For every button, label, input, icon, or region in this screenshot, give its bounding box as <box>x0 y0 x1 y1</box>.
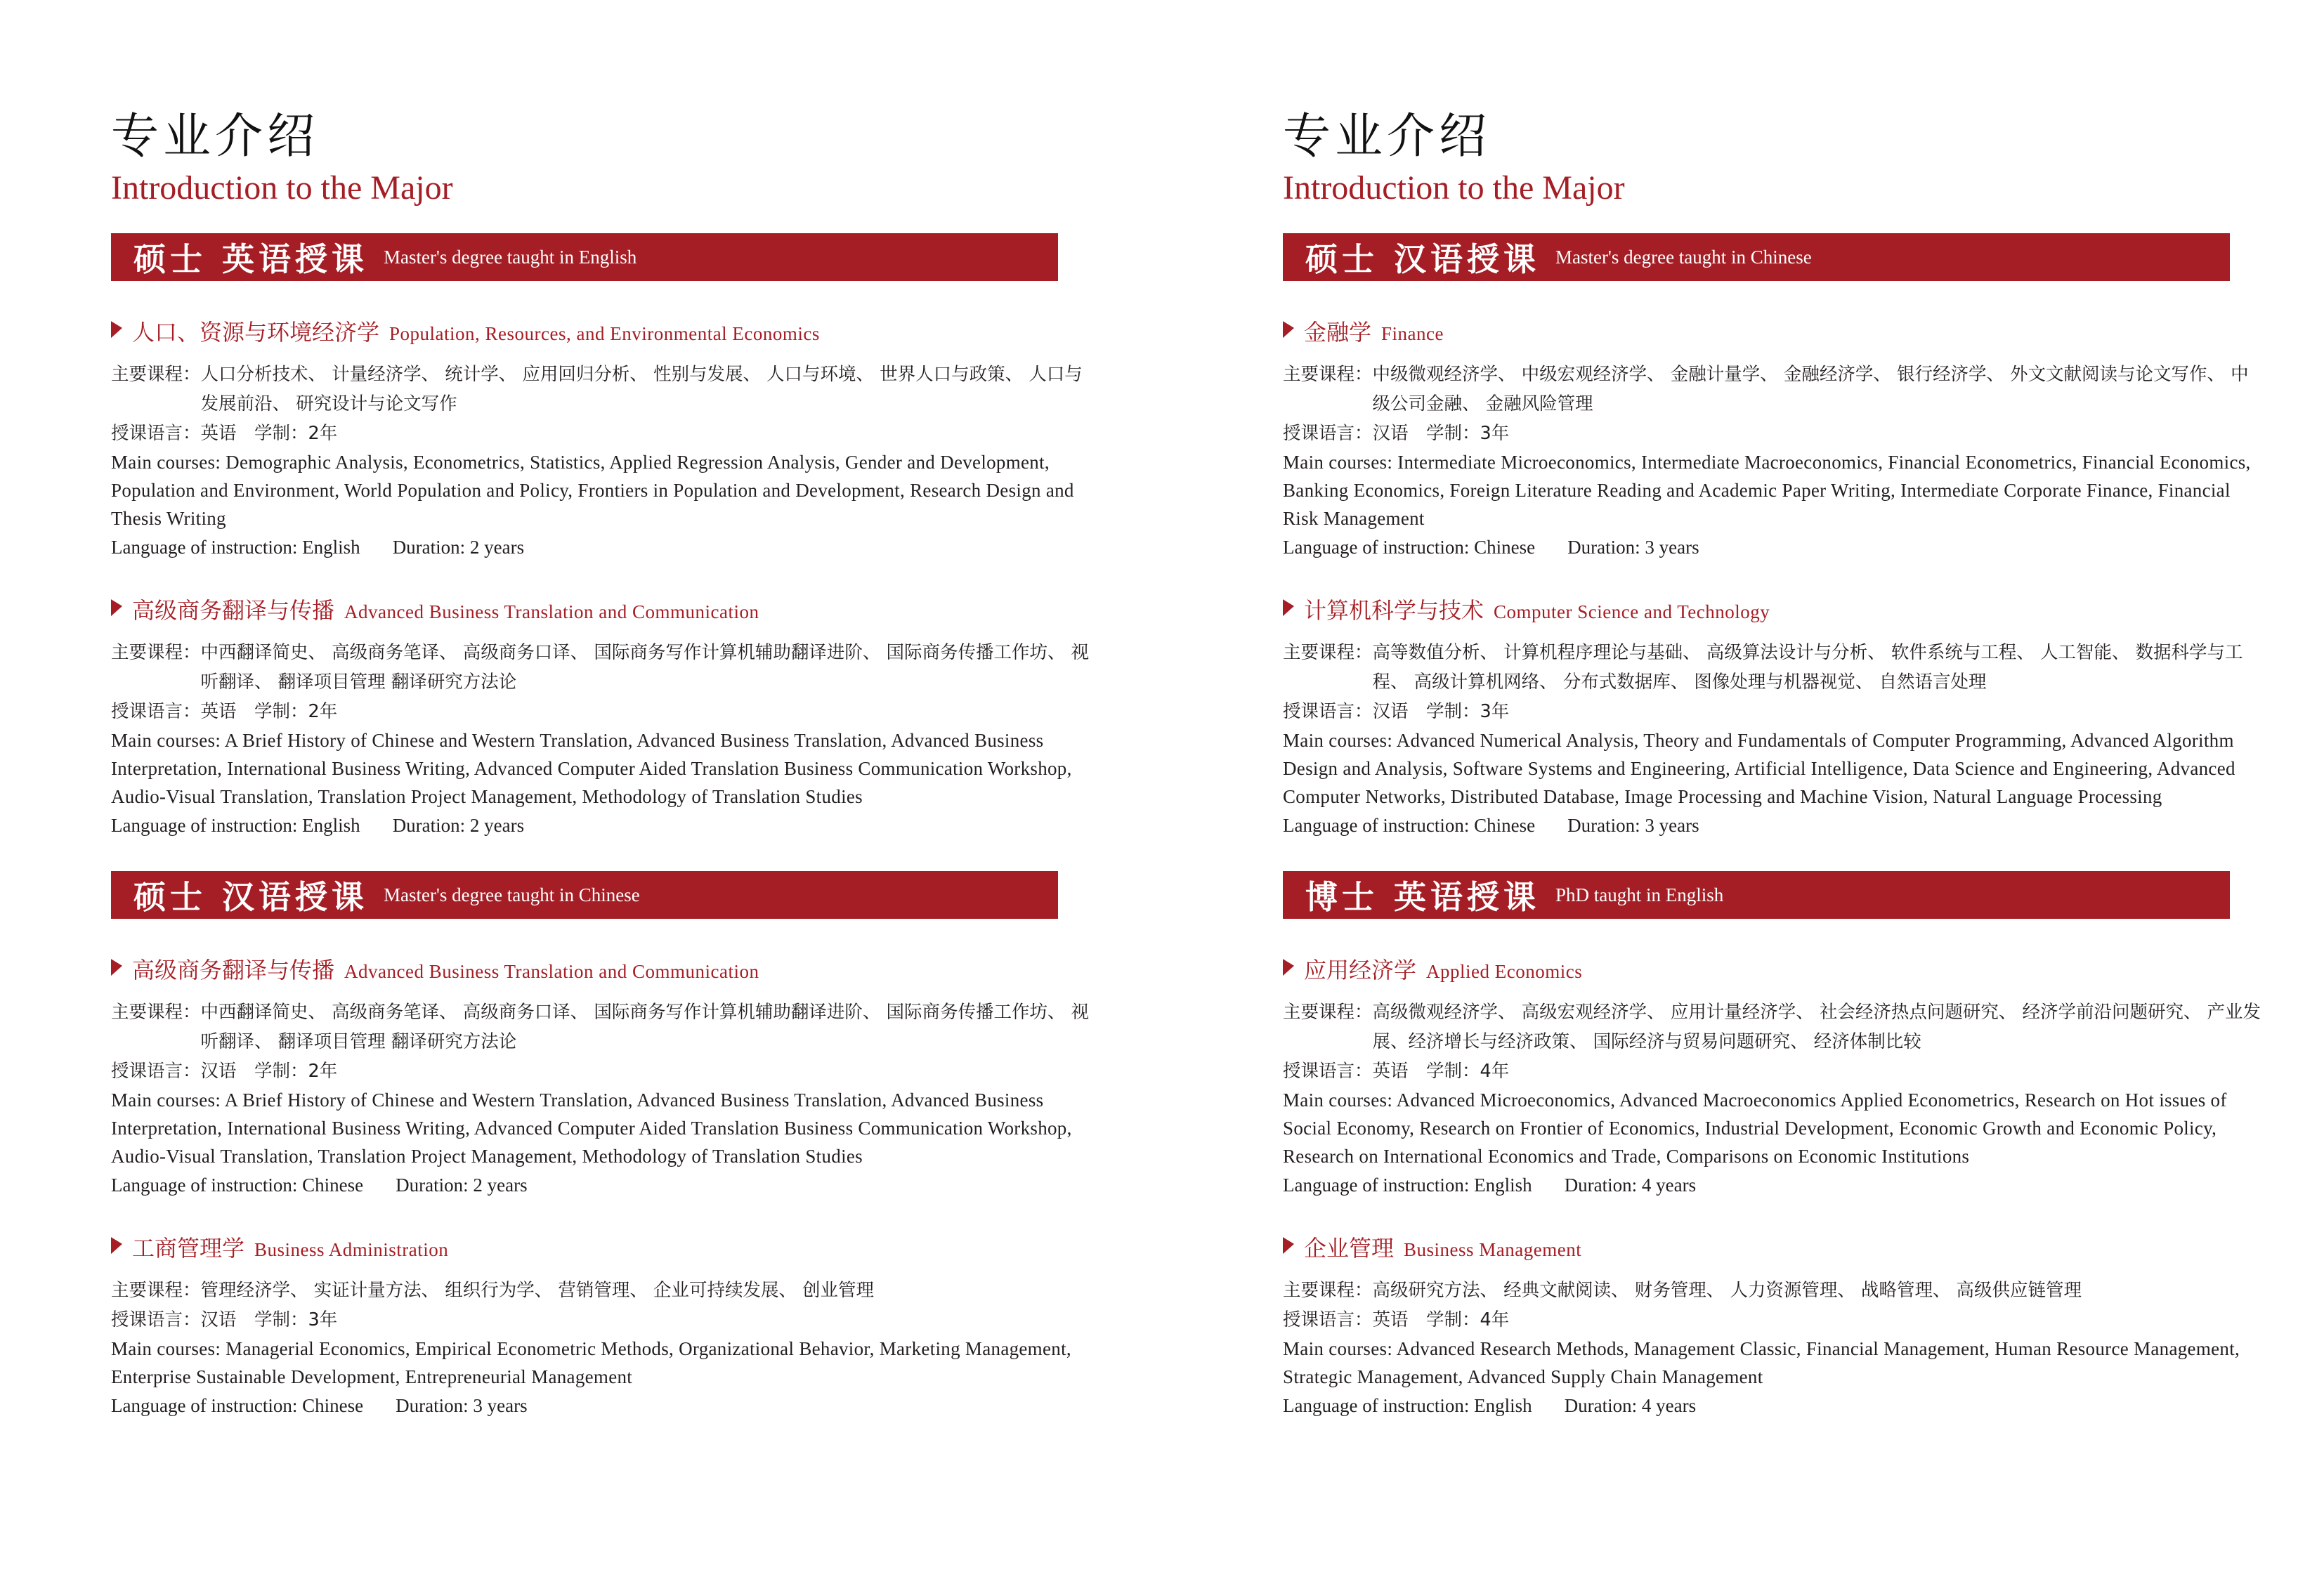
courses-cn-row <box>1283 1276 2266 1305</box>
program-block <box>111 593 1095 840</box>
courses-label: 主要课程： <box>1283 1002 1373 1023</box>
program-name-cn: 企业管理 <box>1304 1235 1395 1262</box>
program-block <box>111 315 1095 562</box>
main-courses-en: Main courses: Advanced Microeconomics, Advanced Macroeconomics Applied Econometrics, Research on Hot issues of Social Economy, Research on Frontier of Economics, Industrial Development, Economic Growth and Economic Policy, Research on International Economics and Trade, Comparisons on Economic Institutions <box>1283 1089 2227 1167</box>
main-courses-en: Main courses: Demographic Analysis, Econometrics, Statistics, Applied Regression Analysis, Gender and Development, Population and Environment, World Population and Policy, Frontiers in Population and Development, Research Design and Thesis Writing <box>111 452 1074 529</box>
program-name-en: Advanced Business Translation and Communication <box>344 601 759 622</box>
program-name-cn: 计算机科学与技术 <box>1304 597 1484 624</box>
program-block <box>111 1231 1095 1420</box>
courses-label: 主要课程： <box>1283 642 1373 663</box>
program-block <box>1283 953 2266 1200</box>
section-band-cn: 博士 英语授课 <box>1305 878 1541 916</box>
courses-cn: 高级微观经济学、 高级宏观经济学、 应用计量经济学、 社会经济热点问题研究、 经济学前沿问题研究、 产业发展、经济增长与经济政策、 国际经济与贸易问题研究、 经济体制比较 <box>1372 1002 2261 1052</box>
lang-duration-cn: 授课语言：汉语 学制：3年 <box>1283 423 1510 444</box>
courses-label: 主要课程： <box>1283 1280 1373 1301</box>
page-title-en: Introduction to the Major <box>111 169 453 207</box>
program-title <box>1283 953 2266 985</box>
courses-cn-row <box>111 360 1095 419</box>
lang-duration-cn: 授课语言：英语 学制：2年 <box>111 701 338 722</box>
lang-duration-cn: 授课语言：汉语 学制：2年 <box>111 1061 338 1082</box>
language-en: Language of instruction: English <box>111 537 360 558</box>
section-band <box>1283 233 2230 281</box>
program-title <box>111 1231 1095 1263</box>
page-title-en: Introduction to the Major <box>1283 169 1625 207</box>
courses-label: 主要课程： <box>1283 364 1373 385</box>
language-duration-en <box>1283 811 2266 840</box>
language-en: Language of instruction: English <box>1283 1395 1532 1416</box>
courses-cn: 中级微观经济学、 中级宏观经济学、 金融计量学、 金融经济学、 银行经济学、 外文文献阅读与论文写作、 中级公司金融、 金融风险管理 <box>1372 364 2249 414</box>
lang-duration-cn: 授课语言：汉语 学制：3年 <box>111 1309 338 1330</box>
program-name-cn: 人口、资源与环境经济学 <box>132 319 380 346</box>
language-en: Language of instruction: Chinese <box>1283 537 1536 558</box>
duration-en: Duration: 3 years <box>1567 815 1699 836</box>
program-list <box>111 953 1095 1420</box>
page-title-cn: 专业介绍 <box>1283 109 1491 164</box>
courses-cn: 高级研究方法、 经典文献阅读、 财务管理、 人力资源管理、 战略管理、 高级供应链管理 <box>1372 1280 2082 1301</box>
duration-en: Duration: 2 years <box>396 1174 528 1196</box>
courses-cn-row <box>111 997 1095 1056</box>
program-name-cn: 高级商务翻译与传播 <box>132 597 335 624</box>
courses-label: 主要课程： <box>111 364 201 385</box>
section-band <box>111 233 1058 281</box>
program-name-en: Advanced Business Translation and Communication <box>344 961 759 982</box>
program-name-en: Applied Economics <box>1426 961 1583 982</box>
main-courses-en: Main courses: Managerial Economics, Empirical Econometric Methods, Organizational Behavior, Marketing Management, Enterprise Sustainable Development, Entrepreneurial Management <box>111 1338 1071 1387</box>
courses-label: 主要课程： <box>111 1002 201 1023</box>
lang-duration-cn: 授课语言：汉语 学制：3年 <box>1283 701 1510 722</box>
language-en: Language of instruction: English <box>1283 1174 1532 1196</box>
duration-en: Duration: 3 years <box>396 1395 528 1416</box>
section-band-en: Master's degree taught in English <box>384 246 637 268</box>
program-title <box>1283 1231 2266 1263</box>
program-title <box>111 315 1095 347</box>
language-en: Language of instruction: English <box>111 815 360 836</box>
program-name-cn: 工商管理学 <box>132 1235 245 1262</box>
right-column <box>1283 105 2266 1451</box>
duration-en: Duration: 2 years <box>392 815 525 836</box>
main-courses-en: Main courses: Advanced Numerical Analysis, Theory and Fundamentals of Computer Programming, Advanced Algorithm Design and Analysis, Software Systems and Engineering, Artificial Intelligence, Data Science and Engineering, Advanced Computer Networks, Distributed Database, Image Processing and Machine Vision, Natural Language Processing <box>1283 730 2235 807</box>
program-title <box>111 593 1095 625</box>
courses-cn-row <box>111 1276 1095 1305</box>
program-name-cn: 应用经济学 <box>1304 957 1417 983</box>
language-duration-en <box>111 1391 1095 1420</box>
left-column <box>111 105 1095 1451</box>
lang-duration-cn: 授课语言：英语 学制：2年 <box>111 423 338 444</box>
lang-duration-cn: 授课语言：英语 学制：4年 <box>1283 1061 1510 1082</box>
courses-cn: 管理经济学、 实证计量方法、 组织行为学、 营销管理、 企业可持续发展、 创业管理 <box>200 1280 875 1301</box>
section-band-en: Master's degree taught in Chinese <box>384 884 640 905</box>
program-list <box>1283 315 2266 840</box>
courses-cn-row <box>1283 997 2266 1056</box>
program-list <box>1283 953 2266 1420</box>
courses-cn: 高等数值分析、 计算机程序理论与基础、 高级算法设计与分析、 软件系统与工程、 人工智能、 数据科学与工程、 高级计算机网络、 分布式数据库、 图像处理与机器视觉、 自然语言处理 <box>1372 642 2243 693</box>
chevron-right-icon <box>111 957 122 976</box>
courses-cn-row <box>1283 360 2266 419</box>
language-en: Language of instruction: Chinese <box>1283 815 1536 836</box>
main-courses-en: Main courses: A Brief History of Chinese and Western Translation, Advanced Business Translation, Advanced Business Interpretation, International Business Writing, Advanced Computer Aided Translation Business Communication Workshop, Audio-Visual Translation, Translation Project Management, Methodology of Translation Studies <box>111 1089 1072 1167</box>
program-title <box>111 953 1095 985</box>
chevron-right-icon <box>111 1236 122 1254</box>
language-duration-en <box>111 532 1095 562</box>
program-name-en: Business Administration <box>254 1239 449 1260</box>
language-duration-en <box>1283 1170 2266 1200</box>
duration-en: Duration: 3 years <box>1567 537 1699 558</box>
section-band <box>1283 871 2230 919</box>
program-name-cn: 金融学 <box>1304 319 1372 346</box>
program-block <box>1283 315 2266 562</box>
program-list <box>111 315 1095 840</box>
courses-label: 主要课程： <box>111 642 201 663</box>
language-en: Language of instruction: Chinese <box>111 1395 364 1416</box>
chevron-right-icon <box>111 598 122 616</box>
section-band-en: Master's degree taught in Chinese <box>1555 246 1812 268</box>
program-block <box>111 953 1095 1200</box>
program-name-cn: 高级商务翻译与传播 <box>132 957 335 983</box>
main-courses-en: Main courses: A Brief History of Chinese and Western Translation, Advanced Business Translation, Advanced Business Interpretation, International Business Writing, Advanced Computer Aided Translation Business Communication Workshop, Audio-Visual Translation, Translation Project Management, Methodology of Translation Studies <box>111 730 1072 807</box>
courses-cn-row <box>1283 638 2266 697</box>
lang-duration-cn: 授课语言：英语 学制：4年 <box>1283 1309 1510 1330</box>
chevron-right-icon <box>111 320 122 338</box>
section-band <box>111 871 1058 919</box>
courses-cn: 中西翻译简史、 高级商务笔译、 高级商务口译、 国际商务写作计算机辅助翻译进阶、 国际商务传播工作坊、 视听翻译、 翻译项目管理 翻译研究方法论 <box>200 642 1090 693</box>
courses-cn-row <box>111 638 1095 697</box>
section-band-cn: 硕士 汉语授课 <box>1305 240 1541 278</box>
language-duration-en <box>1283 532 2266 562</box>
language-duration-en <box>1283 1391 2266 1420</box>
duration-en: Duration: 2 years <box>392 537 525 558</box>
duration-en: Duration: 4 years <box>1564 1174 1697 1196</box>
duration-en: Duration: 4 years <box>1564 1395 1697 1416</box>
page-title-cn: 专业介绍 <box>111 109 320 164</box>
chevron-right-icon <box>1283 320 1294 338</box>
main-courses-en: Main courses: Intermediate Microeconomics, Intermediate Macroeconomics, Financial Econometrics, Financial Economics, Banking Economics, Foreign Literature Reading and Academic Paper Writing, Intermediate Corporate Finance, Financial Risk Management <box>1283 452 2251 529</box>
language-en: Language of instruction: Chinese <box>111 1174 364 1196</box>
program-block <box>1283 593 2266 840</box>
main-courses-en: Main courses: Advanced Research Methods, Management Classic, Financial Management, Human Resource Management, Strategic Management, Advanced Supply Chain Management <box>1283 1338 2240 1387</box>
section-band-en: PhD taught in English <box>1555 884 1724 905</box>
courses-cn: 中西翻译简史、 高级商务笔译、 高级商务口译、 国际商务写作计算机辅助翻译进阶、 国际商务传播工作坊、 视听翻译、 翻译项目管理 翻译研究方法论 <box>200 1002 1090 1052</box>
program-block <box>1283 1231 2266 1420</box>
courses-label: 主要课程： <box>111 1280 201 1301</box>
program-title <box>1283 593 2266 625</box>
courses-cn: 人口分析技术、 计量经济学、 统计学、 应用回归分析、 性别与发展、 人口与环境、 世界人口与政策、 人口与发展前沿、 研究设计与论文写作 <box>200 364 1083 414</box>
chevron-right-icon <box>1283 1236 1294 1254</box>
language-duration-en <box>111 1170 1095 1200</box>
section-band-cn: 硕士 汉语授课 <box>133 878 369 916</box>
chevron-right-icon <box>1283 598 1294 616</box>
program-name-en: Business Management <box>1404 1239 1582 1260</box>
program-name-en: Finance <box>1381 323 1444 344</box>
language-duration-en <box>111 811 1095 840</box>
program-name-en: Computer Science and Technology <box>1494 601 1770 622</box>
section-band-cn: 硕士 英语授课 <box>133 240 369 278</box>
program-title <box>1283 315 2266 347</box>
program-name-en: Population, Resources, and Environmental Economics <box>389 323 820 344</box>
chevron-right-icon <box>1283 957 1294 976</box>
